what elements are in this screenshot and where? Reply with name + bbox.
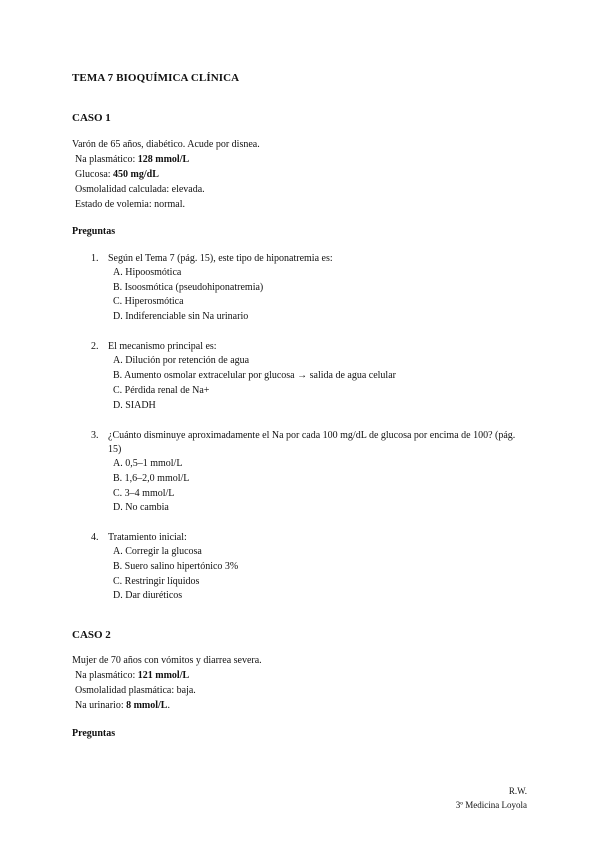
question-text: Tratamiento inicial: <box>108 532 187 543</box>
case-2-heading: CASO 2 <box>72 629 111 641</box>
case-1-heading: CASO 1 <box>72 112 111 124</box>
case-2-na-label: Na plasmático: <box>75 670 138 681</box>
case-2-na-value: 121 mmol/L <box>137 670 190 681</box>
answer-option: C. Pérdida renal de Na+ <box>113 385 210 396</box>
question-text: ¿Cuánto disminuye aproximadamente el Na por cada 100 mg/dL de glucosa por encima de 100? (pág. 15) <box>108 430 516 455</box>
case-2-urinary-na-value: 8 mmol/L <box>126 700 168 711</box>
question-number: 1. <box>91 253 99 264</box>
case-2-intro: Mujer de 70 años con vómitos y diarrea severa. <box>72 655 262 666</box>
case-2-urinary-na-suffix: . <box>167 700 170 711</box>
answer-option: A. 0,5–1 mmol/L <box>113 458 183 469</box>
question-number: 4. <box>91 532 99 543</box>
case-1-volemia: Estado de volemia: normal. <box>75 199 185 210</box>
case-1-questions-heading: Preguntas <box>72 226 116 237</box>
answer-option: B. 1,6–2,0 mmol/L <box>113 473 190 484</box>
case-1-na <box>75 154 189 166</box>
case-1-glucose-label: Glucosa: <box>75 169 114 180</box>
case-1-na-label: Na plasmático: <box>75 154 138 165</box>
question-number: 2. <box>91 341 99 352</box>
answer-option: C. Hiperosmótica <box>113 296 184 307</box>
answer-option: A. Hipoosmótica <box>113 267 182 278</box>
answer-option: C. Restringir líquidos <box>113 576 200 587</box>
answer-option: D. Indiferenciable sin Na urinario <box>113 311 249 322</box>
answer-option: B. Aumento osmolar extracelular por glucosa → salida de agua celular <box>113 370 396 381</box>
footer-course: 3º Medicina Loyola <box>455 800 527 810</box>
question-text: Según el Tema 7 (pág. 15), este tipo de hiponatremia es: <box>108 253 333 264</box>
answer-option: B. Isoosmótica (pseudohiponatremia) <box>113 282 264 293</box>
footer-author: R.W. <box>508 786 527 796</box>
case-1-glucose <box>75 169 159 181</box>
case-1-glucose-value: 450 mg/dL <box>113 169 159 180</box>
document-title: TEMA 7 BIOQUÍMICA CLÍNICA <box>72 72 240 84</box>
case-2-questions-heading: Preguntas <box>72 728 116 739</box>
case-2-urinary-na <box>75 700 170 712</box>
answer-option: A. Dilución por retención de agua <box>113 355 250 366</box>
case-1-na-value: 128 mmol/L <box>137 154 190 165</box>
answer-option: D. No cambia <box>113 502 169 513</box>
answer-option: B. Suero salino hipertónico 3% <box>113 561 239 572</box>
question-number: 3. <box>91 430 99 441</box>
case-1-intro: Varón de 65 años, diabético. Acude por disnea. <box>72 139 260 150</box>
answer-option: C. 3–4 mmol/L <box>113 488 175 499</box>
case-2-urinary-na-label: Na urinario: <box>75 700 127 711</box>
case-1-osmolality: Osmolalidad calculada: elevada. <box>75 184 205 195</box>
question-text: El mecanismo principal es: <box>108 341 217 352</box>
case-2-na <box>75 670 189 682</box>
case-2-osmolality: Osmolalidad plasmática: baja. <box>75 685 196 696</box>
answer-option: A. Corregir la glucosa <box>113 546 202 557</box>
answer-option: D. SIADH <box>113 400 156 411</box>
answer-option: D. Dar diuréticos <box>113 590 183 601</box>
